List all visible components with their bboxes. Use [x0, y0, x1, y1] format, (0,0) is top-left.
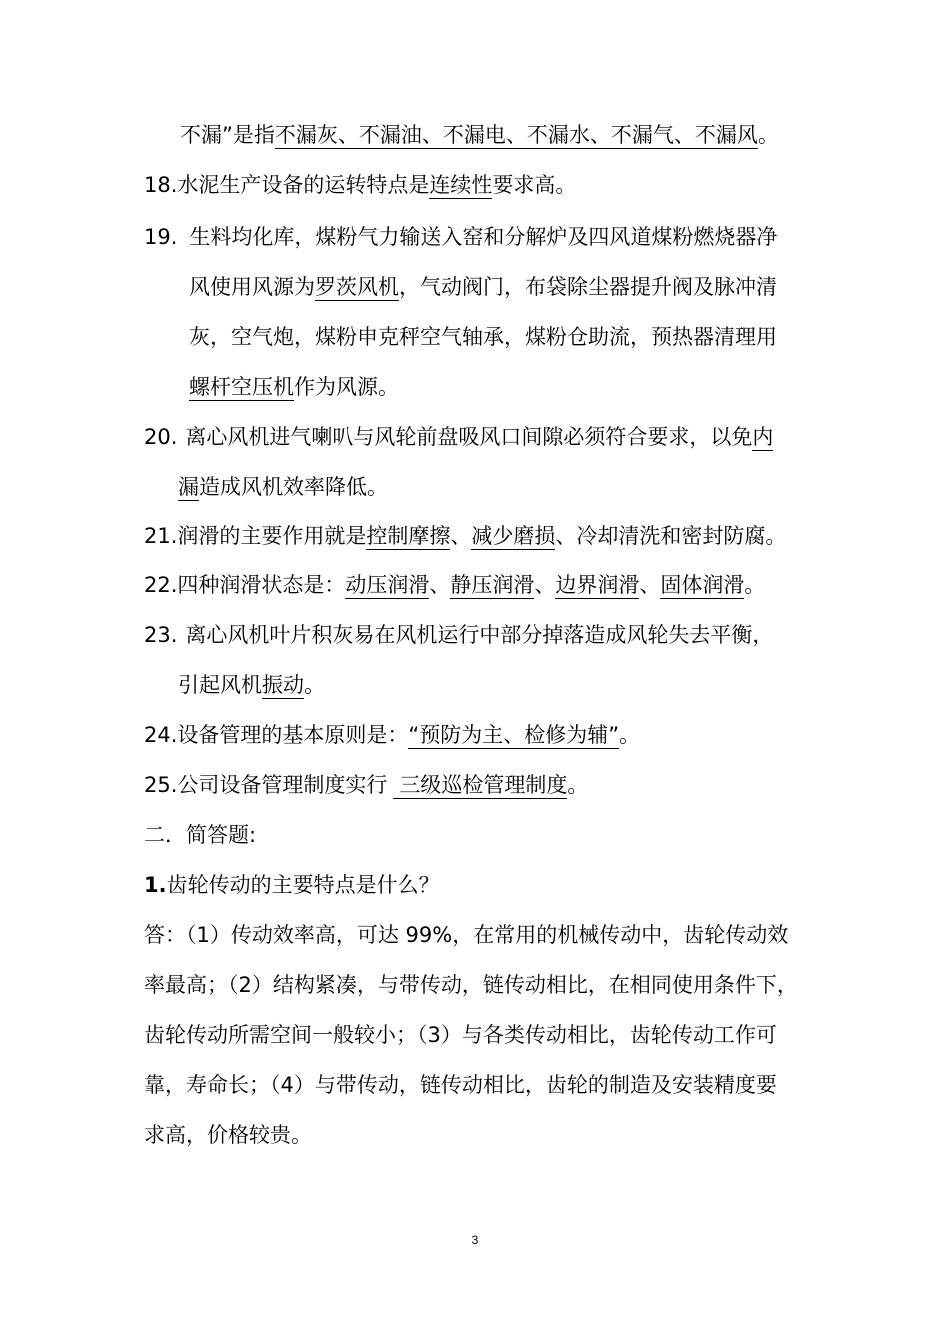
item-number: 20.: [144, 425, 178, 449]
underlined-answer: 漏: [178, 475, 199, 499]
question-24: [144, 720, 640, 750]
question-20: [144, 422, 773, 452]
question-18: [144, 170, 576, 200]
item-number: 18.: [144, 173, 178, 197]
answer-line: [144, 970, 798, 1000]
underlined-answer: 连续性: [429, 173, 493, 197]
line-text: 。: [567, 773, 589, 797]
underlined-answer: 振动: [262, 673, 304, 697]
line-text: 、冷却清洗和密封防腐。: [555, 524, 787, 548]
text-line: [189, 272, 777, 302]
text-line: [189, 372, 399, 402]
underlined-answer: “预防为主、检修为辅”: [408, 723, 620, 747]
underlined-answer: 罗茨风机: [315, 275, 399, 299]
line-text: 答：（1）传动效率高，可达 99%，在常用的机械传动中，齿轮传动效: [144, 923, 789, 947]
text-line: [178, 472, 388, 502]
line-text: 。: [757, 123, 779, 147]
item-number: 24.: [144, 723, 178, 747]
section-heading: [144, 820, 256, 850]
question-19: [144, 222, 777, 252]
underlined-answer: 动压润滑: [345, 573, 430, 597]
text-line: [189, 322, 777, 352]
underlined-answer: 控制摩擦: [366, 524, 451, 548]
line-text: 生料均化库，煤粉气力输送入窑和分解炉及四风道煤粉燃烧器净: [189, 225, 778, 249]
separator: 、: [429, 573, 451, 597]
line-text: 求高，价格较贵。: [144, 1123, 312, 1147]
line-text: 靠，寿命长；（4）与带传动，链传动相比，齿轮的制造及安装精度要: [144, 1073, 777, 1097]
underlined-answer: 减少磨损: [471, 524, 556, 548]
underlined-answer: 不漏灰、不漏油、不漏电、不漏水、不漏气、不漏风: [274, 123, 758, 147]
line-text: ，气动阀门，布袋除尘器提升阀及脉冲清: [399, 275, 777, 299]
item-number: 22.: [144, 573, 178, 597]
line-text: 率最高；（2）结构紧凑，与带传动，链传动相比，在相同使用条件下，: [144, 973, 798, 997]
line-text: 。: [304, 673, 325, 697]
item-number: 1.: [144, 873, 167, 897]
line-text: 二．简答题:: [144, 823, 257, 847]
underlined-answer: 固体润滑: [660, 573, 745, 597]
line-text: 水泥生产设备的运转特点是: [177, 173, 430, 197]
line-text: 。: [619, 723, 641, 747]
line-text: 灰，空气炮，煤粉申克秤空气轴承，煤粉仓助流，预热器清理用: [189, 325, 777, 349]
line-text: 公司设备管理制度实行: [177, 773, 388, 797]
short-answer-question-1: [144, 870, 440, 900]
line-text: 造成风机效率降低。: [199, 475, 388, 499]
separator: 、: [450, 524, 472, 548]
line-text: 四种润滑状态是：: [177, 573, 346, 597]
question-23: [144, 620, 773, 650]
separator: 、: [534, 573, 556, 597]
text-line: [180, 120, 779, 150]
separator: 、: [639, 573, 661, 597]
line-text: 离心风机叶片积灰易在风机运行中部分掉落造成风轮失去平衡，: [185, 623, 774, 647]
answer-line: [144, 920, 788, 950]
line-text: 引起风机: [178, 673, 262, 697]
line-text: 齿轮传动的主要特点是什么？: [166, 873, 440, 897]
underlined-answer: 螺杆空压机: [189, 375, 294, 399]
text-line: [178, 670, 325, 700]
question-21: [144, 521, 786, 551]
underlined-answer: 三级巡检管理制度: [393, 773, 567, 799]
answer-line: [144, 1020, 777, 1050]
line-text: 离心风机进气喇叭与风轮前盘吸风口间隙必须符合要求，以免: [185, 425, 753, 449]
line-text: 。: [744, 573, 766, 597]
line-text: 不漏”是指: [180, 123, 275, 147]
answer-line: [144, 1070, 777, 1100]
page-number: 3: [471, 1233, 479, 1247]
item-number: 23.: [144, 623, 178, 647]
underlined-answer: 内: [752, 425, 774, 449]
underlined-answer: 静压润滑: [450, 573, 535, 597]
line-text: 齿轮传动所需空间一般较小；（3）与各类传动相比，齿轮传动工作可: [144, 1023, 777, 1047]
question-22: [144, 570, 765, 600]
line-text: 风使用风源为: [189, 275, 315, 299]
question-25: [144, 770, 588, 800]
underlined-answer: 边界润滑: [555, 573, 640, 597]
item-number: 21.: [144, 524, 178, 548]
line-text: 设备管理的基本原则是：: [177, 723, 409, 747]
answer-line: [144, 1120, 312, 1150]
line-text: 润滑的主要作用就是: [177, 524, 367, 548]
line-text: 要求高。: [492, 173, 577, 197]
item-number: 19.: [144, 225, 178, 249]
line-text: 作为风源。: [294, 375, 399, 399]
item-number: 25.: [144, 773, 178, 797]
